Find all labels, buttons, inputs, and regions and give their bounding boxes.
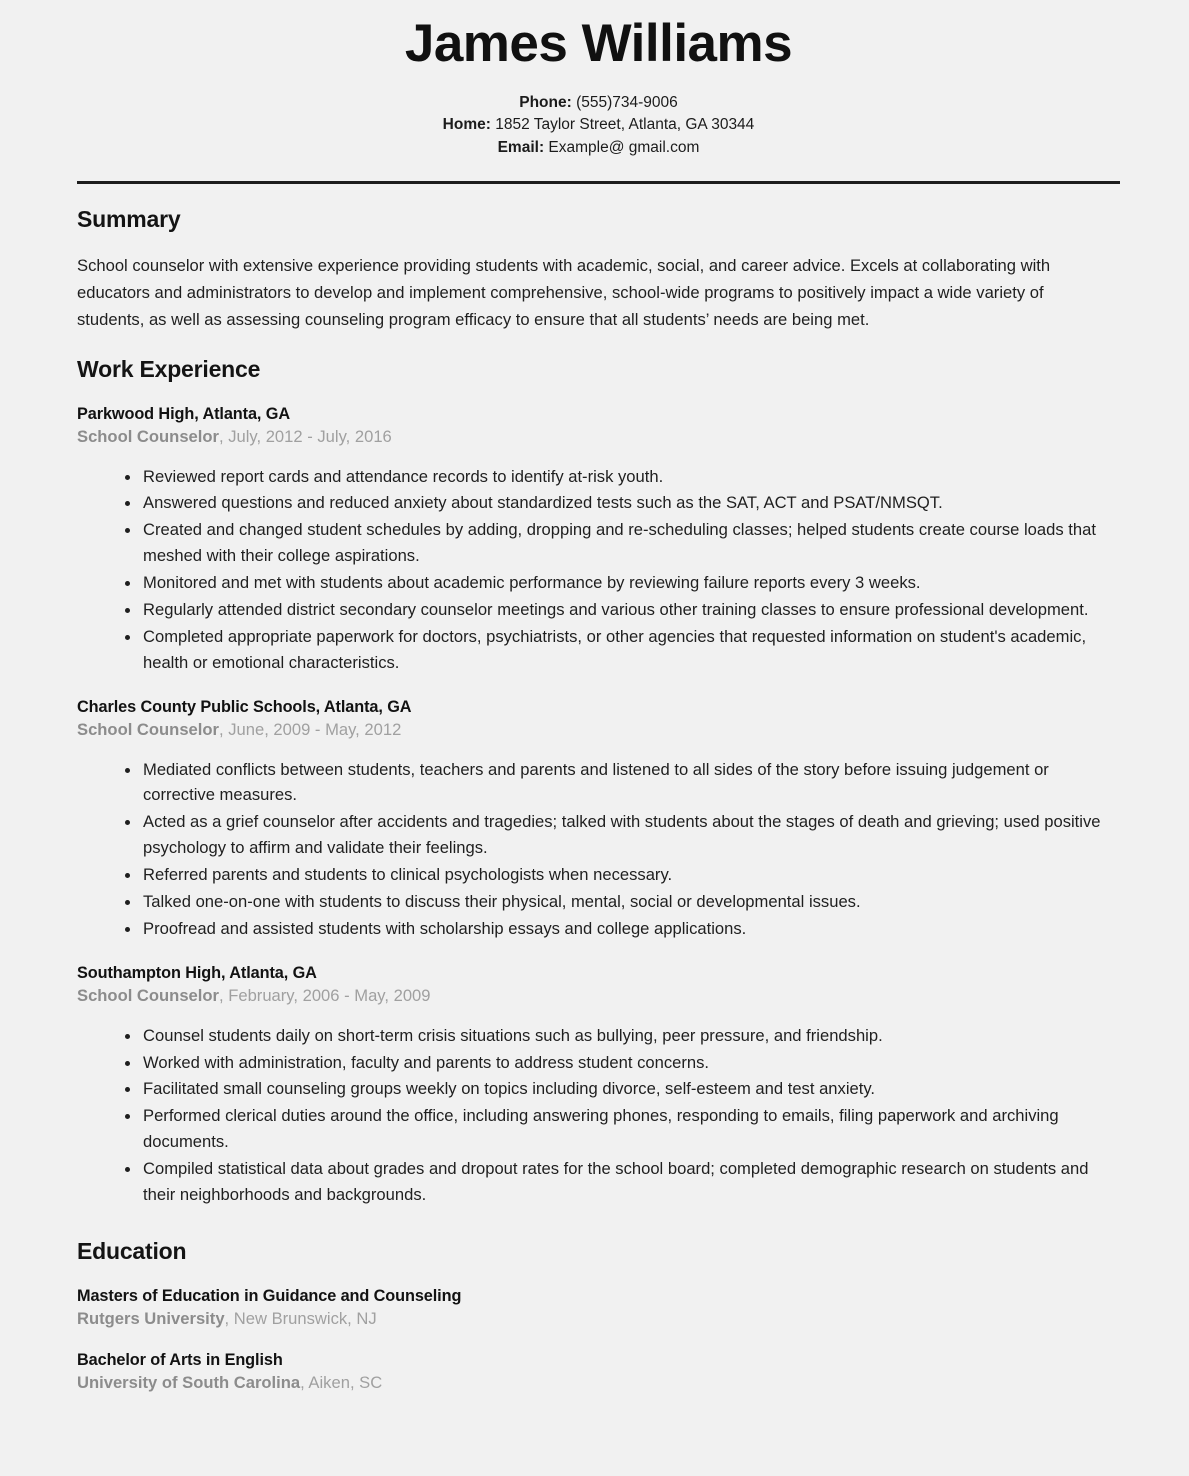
header-divider <box>77 181 1120 184</box>
education-list <box>77 1287 1120 1393</box>
contact-email-line <box>77 137 1120 160</box>
phone-label: Phone: <box>519 93 572 111</box>
job-bullet: Referred parents and students to clinical psychologists when necessary. <box>77 862 1120 888</box>
email-value: Example@ gmail.com <box>544 139 700 157</box>
job-bullet: Performed clerical duties around the office, including answering phones, responding to emails, filing paperwork and archiving documents. <box>77 1103 1120 1155</box>
job-bullet: Monitored and met with students about academic performance by reviewing failure reports every 3 weeks. <box>77 570 1120 596</box>
job-bullet: Compiled statistical data about grades and dropout rates for the school board; completed demographic research on students and their neighborhoods and backgrounds. <box>77 1156 1120 1208</box>
email-label: Email: <box>497 139 545 157</box>
job-bullet: Worked with administration, faculty and parents to address student concerns. <box>77 1050 1120 1076</box>
job-meta <box>77 427 1120 447</box>
job-bullet: Reviewed report cards and attendance records to identify at-risk youth. <box>77 464 1120 490</box>
page-title: James Williams <box>404 14 793 73</box>
education-degree: Masters of Education in Guidance and Counseling <box>77 1286 462 1305</box>
job-bullet: Regularly attended district secondary counselor meetings and various other training classes to ensure professional development. <box>77 597 1120 623</box>
job-bullet: Answered questions and reduced anxiety about standardized tests such as the SAT, ACT and PSAT/NMSQT. <box>77 490 1120 516</box>
job-dates: , February, 2006 - May, 2009 <box>218 985 431 1005</box>
contact-block <box>77 92 1120 160</box>
job-bullet: Facilitated small counseling groups weekly on topics including divorce, self-esteem and test anxiety. <box>77 1076 1120 1102</box>
contact-phone-line <box>77 92 1120 115</box>
phone-value: (555)734-9006 <box>571 93 678 111</box>
job-bullet: Counsel students daily on short-term crisis situations such as bullying, peer pressure, and friendship. <box>77 1023 1120 1049</box>
education-location: , Aiken, SC <box>300 1372 383 1392</box>
section-heading-education: Education <box>77 1237 187 1264</box>
education-location: , New Brunswick, NJ <box>224 1308 377 1328</box>
education-entry <box>77 1287 1120 1329</box>
summary-text: School counselor with extensive experience providing students with academic, social, and career advice. Excels at collaborating with educators and administrators to develop and implement comprehensive, school-wide programs to positively impact a wide variety of students, as well as assessing counseling program efficacy to ensure that all students’ needs are being met. <box>77 255 1051 329</box>
work-experience-entry <box>77 698 1120 942</box>
job-organization: Southampton High, Atlanta, GA <box>77 963 317 982</box>
job-bullet: Acted as a grief counselor after accidents and tragedies; talked with students about the stages of death and grieving; used positive psychology to affirm and validate their feelings. <box>77 809 1120 861</box>
section-heading-work-experience: Work Experience <box>77 355 261 382</box>
home-label: Home: <box>442 116 491 134</box>
job-role: School Counselor <box>77 426 219 446</box>
education-entry <box>77 1351 1120 1393</box>
job-bullet-list <box>77 1023 1120 1208</box>
education-degree: Bachelor of Arts in English <box>77 1350 283 1369</box>
job-organization: Charles County Public Schools, Atlanta, GA <box>77 697 412 716</box>
job-dates: , June, 2009 - May, 2012 <box>218 719 402 739</box>
job-bullet: Completed appropriate paperwork for doctors, psychiatrists, or other agencies that requested information on student's academic, health or emotional characteristics. <box>77 624 1120 676</box>
job-bullet: Mediated conflicts between students, teachers and parents and listened to all sides of the story before issuing judgement or corrective measures. <box>77 757 1120 809</box>
work-experience-entry <box>77 964 1120 1208</box>
job-bullet: Created and changed student schedules by adding, dropping and re-scheduling classes; helped students create course loads that meshed with their college aspirations. <box>77 517 1120 569</box>
job-bullet: Proofread and assisted students with scholarship essays and college applications. <box>77 916 1120 942</box>
job-meta <box>77 986 1120 1006</box>
job-dates: , July, 2012 - July, 2016 <box>218 426 392 446</box>
section-heading-summary: Summary <box>77 205 181 232</box>
education-meta <box>77 1309 1120 1329</box>
job-meta <box>77 720 1120 740</box>
education-meta <box>77 1373 1120 1393</box>
job-bullet: Talked one-on-one with students to discuss their physical, mental, social or developmental issues. <box>77 889 1120 915</box>
work-experience-entry <box>77 405 1120 676</box>
contact-home-line <box>77 114 1120 137</box>
job-role: School Counselor <box>77 719 219 739</box>
job-bullet-list <box>77 757 1120 942</box>
job-bullet-list <box>77 464 1120 676</box>
education-school: Rutgers University <box>77 1308 225 1328</box>
work-experience-list <box>77 405 1120 1208</box>
home-value: 1852 Taylor Street, Atlanta, GA 30344 <box>490 116 755 134</box>
education-school: University of South Carolina <box>77 1372 301 1392</box>
job-role: School Counselor <box>77 985 219 1005</box>
job-organization: Parkwood High, Atlanta, GA <box>77 404 290 423</box>
